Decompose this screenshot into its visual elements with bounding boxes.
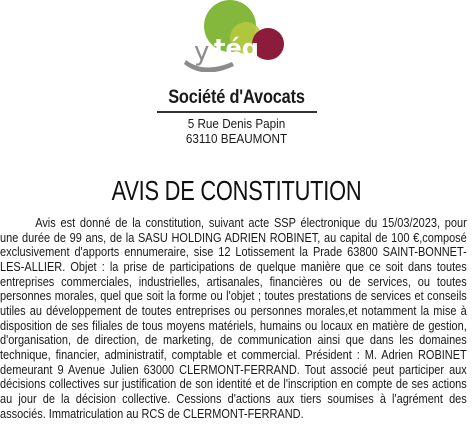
- notice-title: AVIS DE CONSTITUTION: [111, 175, 362, 206]
- header-divider: [157, 111, 317, 113]
- address-line-2: 63110 BEAUMONT: [185, 131, 288, 146]
- logo-letters-teq: téq: [214, 34, 259, 62]
- firm-name: Société d'Avocats: [168, 87, 305, 108]
- notice-paragraph: Avis est donné de la constitution, suivant acte SSP électronique du 15/03/2023, pour une durée de 99 ans, de la SASU HOLDING ADRIEN ROBINET, au capital de 100 €,composé exclusivement d'apports ennumeraire, sise 12 Lotissement la Prade 63800 SAINT-BONNET-LES-ALLIER. Objet : la prise de participations de quelque manière que ce soit dans toutes entreprises commerciales, industrielles, artisanales, financières ou de services, ou toutes personnes morales, quel que soit la forme ou l'objet ; toutes prestations de services et conseils utiles au développement de toutes entreprises ou personnes morales,et notamment la mise à disposition de ses filiales de tous moyens matériels, humains ou locaux en matière de gestion, d'organisation, de direction, de marketing, de communication ainsi que dans les domaines technique, financier, administratif, comptable et commercial. Président : M. Adrien ROBINET demeurant 9 Avenue Julien 63000 CLERMONT-FERRAND. Tout associé peut participer aux décisions collectives sur justification de son identité et de l'inscription en compte de ses actions au jour de la décision collective. Cessions d'actions aux tiers soumises à l'agrément des associés. Immatriculation au RCS de CLERMONT-FERRAND.: [0, 215, 467, 421]
- address-line-1: 5 Rue Denis Papin: [187, 115, 286, 131]
- firm-header: [0, 86, 473, 147]
- notice-body: [0, 216, 473, 421]
- yteq-logo-icon: [184, 0, 290, 72]
- logo-letter-y: y: [194, 37, 210, 67]
